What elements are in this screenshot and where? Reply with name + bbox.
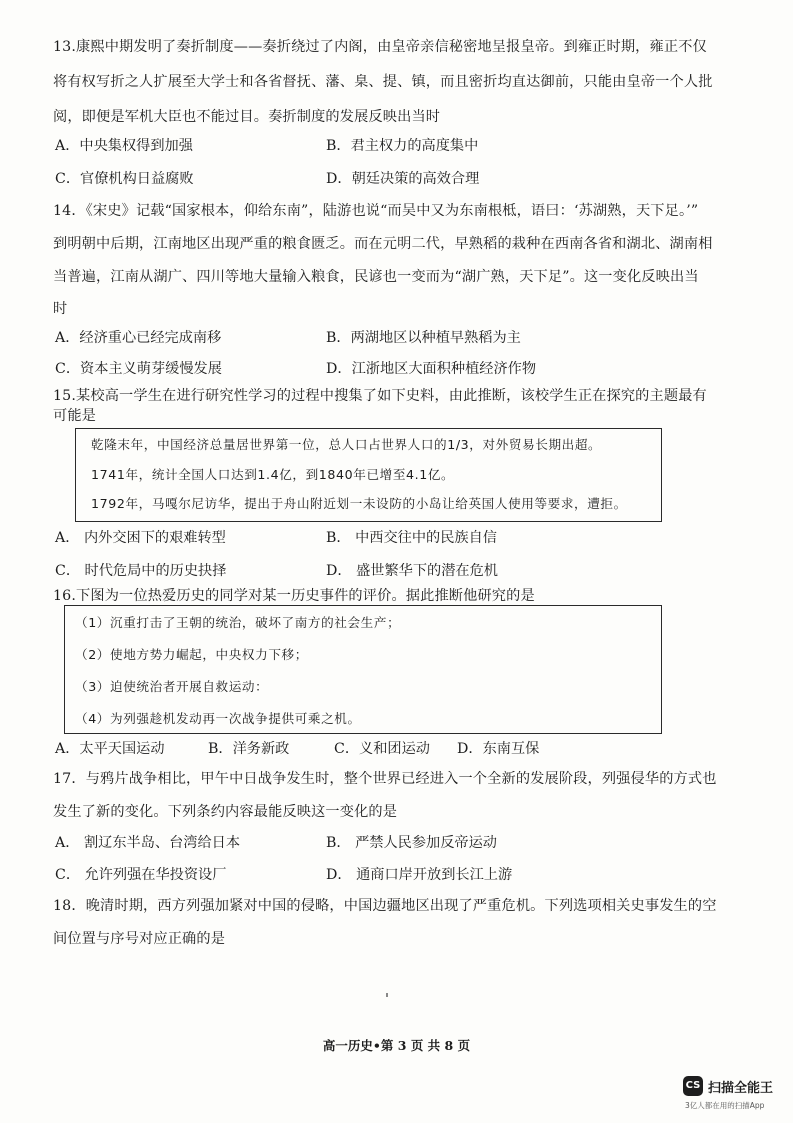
q13-option-d[interactable]: D．朝廷决策的高效合理 xyxy=(326,171,480,187)
q13-option-b[interactable]: B．君主权力的高度集中 xyxy=(326,138,479,154)
q13-line-2: 将有权写折之人扩展至大学士和各省督抚、藩、臬、提、镇，而且密折均直达御前，只能由皇帝一个人批 xyxy=(53,74,713,90)
q15-source-1: 乾隆末年，中国经济总量居世界第一位，总人口占世界人口的1/3，对外贸易长期出超。 xyxy=(91,437,602,452)
q14-line-1: 14．《宋史》记载“国家根本，仰给东南”，陆游也说“而吴中又为东南根柢，语曰：‘苏湖熟，天下足。’” xyxy=(53,203,699,219)
q16-evaluation-box xyxy=(64,605,662,734)
q18-line-1: 18．晚清时期，西方列强加紧对中国的侵略，中国边疆地区出现了严重危机。下列选项相关史事发生的空 xyxy=(53,898,717,914)
q14-option-c[interactable]: C．资本主义萌芽缓慢发展 xyxy=(55,361,222,377)
q13-line-3: 阅，即便是军机大臣也不能过目。奏折制度的发展反映出当时 xyxy=(53,109,441,125)
camscanner-logo-icon: CS xyxy=(683,1076,703,1096)
q15-line-1: 15.某校高一学生在进行研究性学习的过程中搜集了如下史料，由此推断，该校学生正在探究的主题最有 xyxy=(53,388,707,404)
q15-source-box xyxy=(75,428,662,522)
q14-line-2: 到明朝中后期，江南地区出现严重的粮食匮乏。而在元明二代，早熟稻的栽种在西南各省和湖北、湖南相 xyxy=(53,236,713,252)
q16-point-3: （3）迫使统治者开展自救运动： xyxy=(75,679,269,694)
q17-option-d[interactable]: D． 通商口岸开放到长江上游 xyxy=(326,867,513,883)
q13-option-a[interactable]: A．中央集权得到加强 xyxy=(55,138,193,154)
q17-option-b[interactable]: B． 严禁人民参加反帝运动 xyxy=(326,835,497,851)
q16-line-1: 16.下图为一位热爱历史的同学对某一历史事件的评价。据此推断他研究的是 xyxy=(53,588,535,604)
q14-line-3: 当普遍，江南从湖广、四川等地大量输入粮食，民谚也一变而为“湖广熟，天下足”。这一变化反映出当 xyxy=(53,269,699,285)
q17-option-c[interactable]: C． 允许列强在华投资设厂 xyxy=(55,867,227,883)
q15-option-b[interactable]: B． 中西交往中的民族自信 xyxy=(326,530,497,546)
q16-option-d[interactable]: D．东南互保 xyxy=(457,741,540,757)
q16-option-c[interactable]: C．义和团运动 xyxy=(334,741,430,757)
q16-option-b[interactable]: B．洋务新政 xyxy=(208,741,290,757)
page-footer: 高一历史•第 3 页 共 8 页 xyxy=(322,1038,471,1053)
watermark-tagline: 3亿人都在用的扫描App xyxy=(685,1101,765,1110)
q15-option-d[interactable]: D． 盛世繁华下的潜在危机 xyxy=(326,563,498,579)
q17-option-a[interactable]: A． 割辽东半岛、台湾给日本 xyxy=(55,835,241,851)
q15-source-3: 1792年，马嘎尔尼访华，提出于舟山附近划一未设防的小岛让给英国人使用等要求，遭拒。 xyxy=(91,496,627,511)
q14-line-4: 时 xyxy=(53,301,68,317)
q17-line-2: 发生了新的变化。下列条约内容最能反映这一变化的是 xyxy=(53,804,398,820)
q16-option-a[interactable]: A．太平天国运动 xyxy=(55,741,165,757)
q15-option-a[interactable]: A． 内外交困下的艰难转型 xyxy=(55,530,226,546)
q16-point-1: （1）沉重打击了王朝的统治，破坏了南方的社会生产； xyxy=(75,615,401,630)
q14-option-b[interactable]: B．两湖地区以种植早熟稻为主 xyxy=(326,330,521,346)
q13-option-c[interactable]: C．官僚机构日益腐败 xyxy=(55,171,194,187)
q16-point-4: （4）为列强趁机发动再一次战争提供可乘之机。 xyxy=(75,711,361,726)
scan-speck xyxy=(386,993,388,997)
q17-line-1: 17．与鸦片战争相比，甲午中日战争发生时，整个世界已经进入一个全新的发展阶段，列强侵华的方式也 xyxy=(53,771,717,787)
q14-option-d[interactable]: D．江浙地区大面积种植经济作物 xyxy=(326,361,537,377)
q15-source-2: 1741年，统计全国人口达到1.4亿，到1840年已增至4.1亿。 xyxy=(91,467,455,482)
q16-point-2: （2）使地方势力崛起，中央权力下移； xyxy=(75,647,308,662)
watermark-app-name: 扫描全能王 xyxy=(708,1081,774,1096)
q15-option-c[interactable]: C． 时代危局中的历史抉择 xyxy=(55,563,227,579)
q14-option-a[interactable]: A．经济重心已经完成南移 xyxy=(55,330,222,346)
q15-line-2: 可能是 xyxy=(53,408,97,424)
q18-line-2: 间位置与序号对应正确的是 xyxy=(53,931,226,947)
q13-line-1: 13.康熙中期发明了奏折制度——奏折绕过了内阁，由皇帝亲信秘密地呈报皇帝。到雍正时期，雍正不仅 xyxy=(53,39,707,55)
scanner-watermark xyxy=(683,1076,787,1116)
